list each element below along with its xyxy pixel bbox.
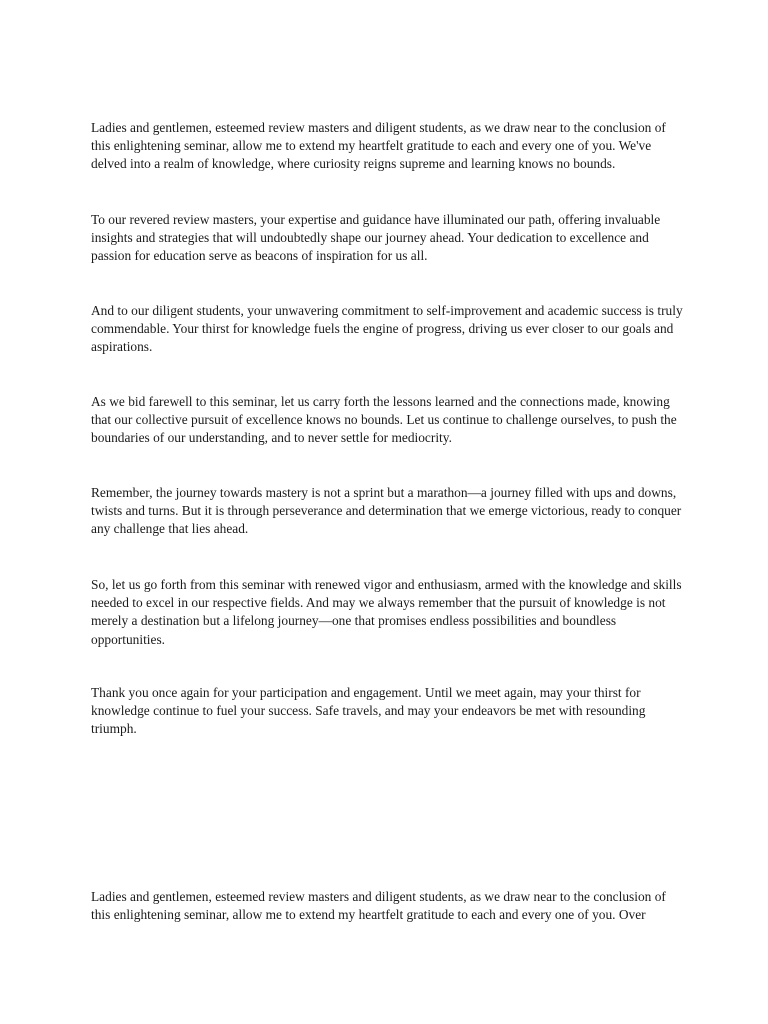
- paragraph-go-forth: So, let us go forth from this seminar with renewed vigor and enthusiasm, armed with the knowledge and skills needed to excel in our respective fields. And may we always remember that the pursuit of knowledge is not merely a destination but a lifelong journey—one that promises endless possibilities and boundless opportunities.: [91, 577, 682, 647]
- paragraph-diligent-students: And to our diligent students, your unwavering commitment to self-improvement and academic success is truly commendable. Your thirst for knowledge fuels the engine of progress, driving us ever closer to our goals and aspirations.: [91, 303, 683, 355]
- paragraph-farewell: As we bid farewell to this seminar, let us carry forth the lessons learned and the connections made, knowing that our collective pursuit of excellence knows no bounds. Let us continue to challenge ourselves, to push the boundaries of our understanding, and to never settle for mediocrity.: [91, 394, 677, 446]
- paragraph-journey-mastery: Remember, the journey towards mastery is not a sprint but a marathon—a journey filled with ups and downs, twists and turns. But it is through perseverance and determination that we emerge victorious, ready to conquer any challenge that lies ahead.: [91, 485, 682, 537]
- paragraph-review-masters: To our revered review masters, your expertise and guidance have illuminated our path, offering invaluable insights and strategies that will undoubtedly shape our journey ahead. Your dedication to excellence and passion for education serve as beacons of inspiration for us all.: [91, 212, 661, 264]
- paragraph-opening-gratitude: Ladies and gentlemen, esteemed review masters and diligent students, as we draw near to the conclusion of this enlightening seminar, allow me to extend my heartfelt gratitude to each and every one of you. We've delved into a realm of knowledge, where curiosity reigns supreme and learning knows no bounds.: [91, 120, 666, 172]
- paragraph-thank-you: Thank you once again for your participation and engagement. Until we meet again, may your thirst for knowledge continue to fuel your success. Safe travels, and may your endeavors be met with resounding triumph.: [91, 685, 646, 737]
- paragraph-repeated-opening: Ladies and gentlemen, esteemed review masters and diligent students, as we draw near to the conclusion of this enlightening seminar, allow me to extend my heartfelt gratitude to each and every one of you. Over: [91, 889, 666, 923]
